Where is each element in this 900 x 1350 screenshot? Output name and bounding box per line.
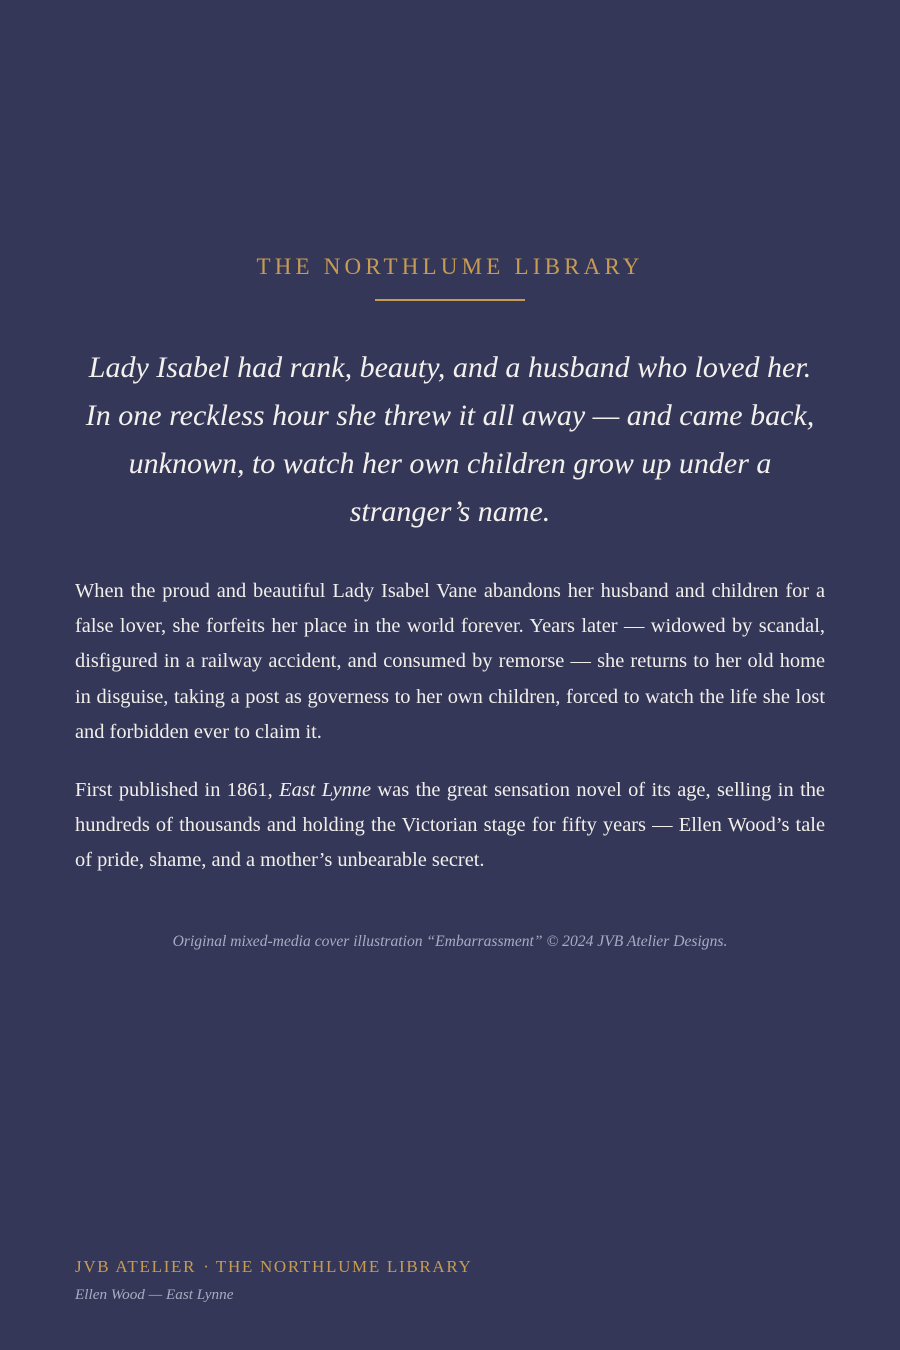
book-description bbox=[75, 574, 825, 879]
pull-quote-line: stranger’s name. bbox=[349, 495, 551, 528]
description-text: First published in 1861, bbox=[75, 779, 280, 802]
description-text: was the great sensation novel of its age, selling in the hundreds of thousands and holding the Victorian stage for fifty years — Ellen Wood’s tale of pride, shame, and a mother’s unbearable secret. bbox=[75, 779, 825, 872]
footer-series-name: THE NORTHLUME LIBRARY bbox=[215, 1257, 473, 1276]
footer-imprint bbox=[75, 1256, 472, 1278]
description-paragraph-1: When the proud and beautiful Lady Isabel Vane abandons her husband and children for a false lover, she forfeits her place in the world forever. Years later — widowed by scandal, disfigured in a railway accident, and consumed by remorse — she returns to her old home in disguise, taking a post as governess to her own children, forced to watch the life she lost and forbidden ever to claim it. bbox=[75, 580, 825, 743]
publisher-name: JVB ATELIER bbox=[75, 1257, 197, 1276]
pull-quote-line: Lady Isabel had rank, beauty, and a husband who loved her. bbox=[88, 351, 812, 384]
book-title: East Lynne bbox=[279, 779, 372, 802]
author-title-byline: Ellen Wood — East Lynne bbox=[75, 1286, 234, 1303]
pull-quote-line: In one reckless hour she threw it all away — and came back, bbox=[85, 399, 815, 432]
illustration-credit: Original mixed-media cover illustration “Embarrassment” © 2024 JVB Atelier Designs. bbox=[172, 933, 728, 950]
pull-quote bbox=[72, 344, 828, 536]
gold-divider bbox=[375, 299, 525, 301]
imprint-separator: · bbox=[203, 1257, 209, 1276]
series-title: THE NORTHLUME LIBRARY bbox=[256, 254, 644, 279]
pull-quote-line: unknown, to watch her own children grow up under a bbox=[128, 447, 772, 480]
description-paragraph-2 bbox=[75, 773, 825, 879]
